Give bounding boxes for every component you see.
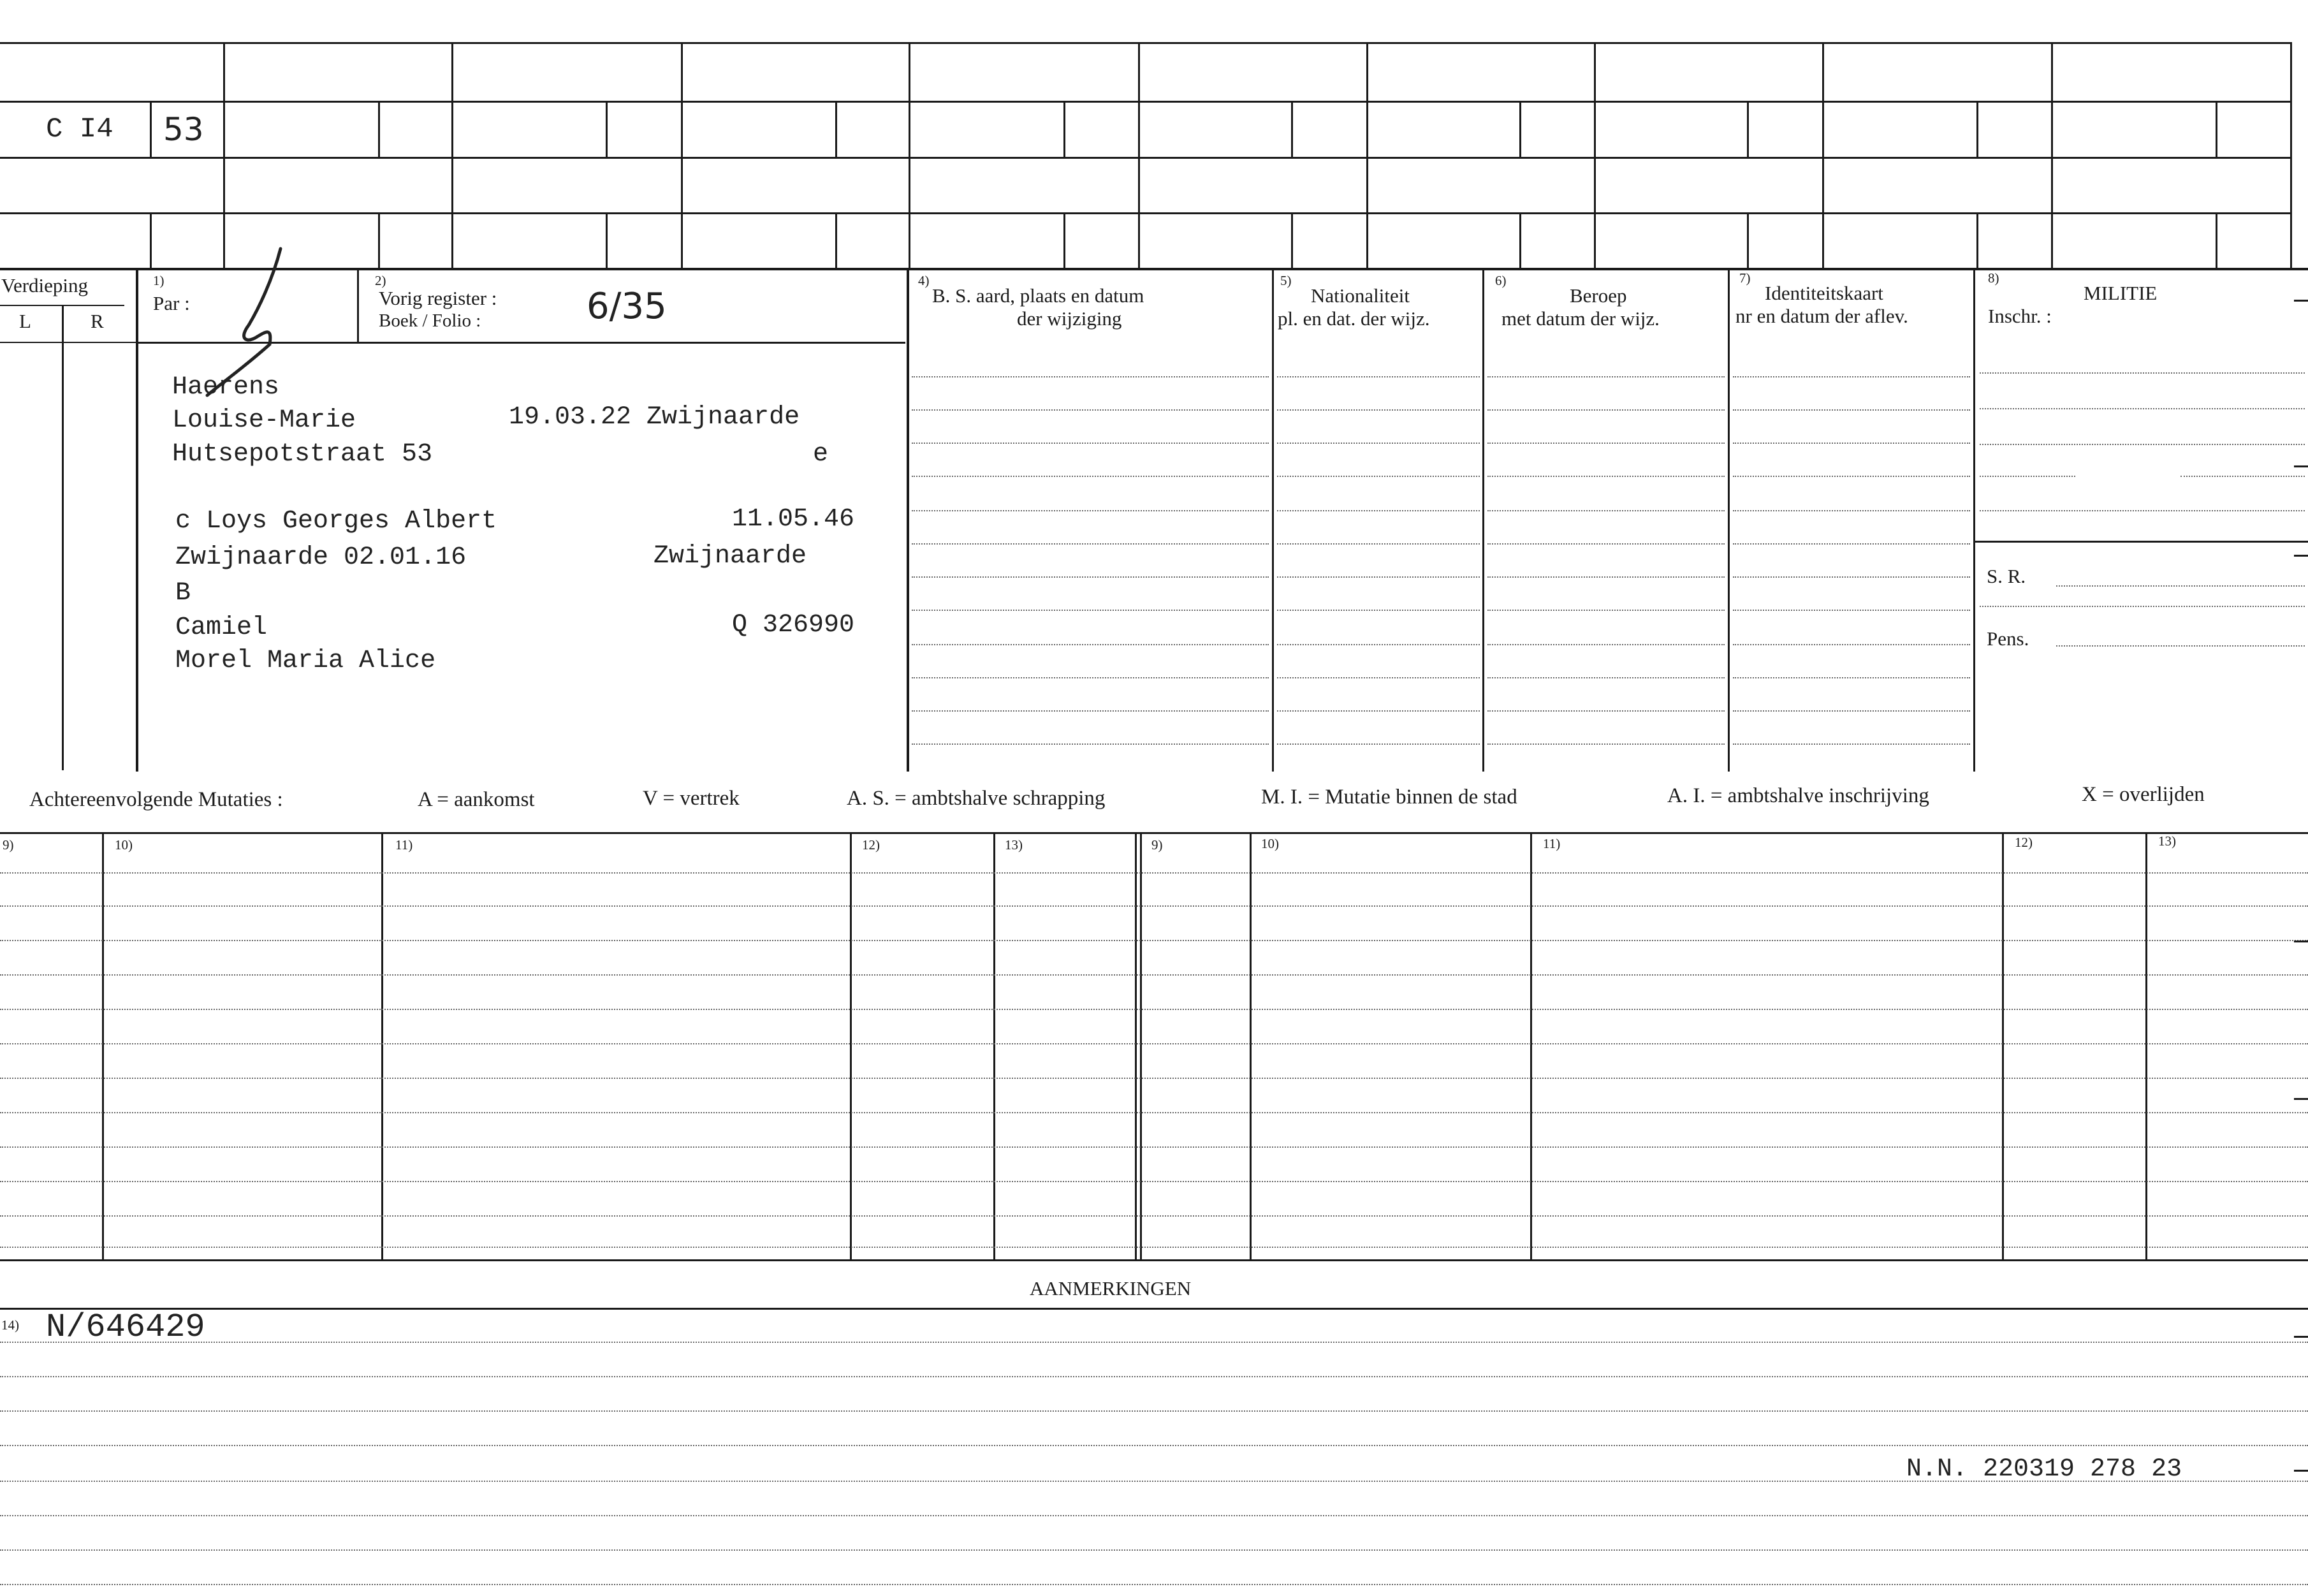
- mother-name: Morel Maria Alice: [175, 647, 436, 675]
- remarks-title: AANMERKINGEN: [1030, 1277, 1192, 1299]
- legend-overlijden: X = overlijden: [2082, 783, 2205, 806]
- mutations-title: Achtereenvolgende Mutaties :: [29, 788, 283, 811]
- inschr-label: Inschr. :: [1988, 305, 2052, 327]
- mut-col-11-left: 11): [395, 837, 413, 853]
- beroep-label-2: met datum der wijz.: [1501, 307, 1660, 330]
- mut-col-12-right: 12): [2015, 835, 2033, 850]
- col1-number: 1): [153, 273, 164, 288]
- id-number: Q 326990: [732, 611, 855, 640]
- spouse: c Loys Georges Albert: [175, 507, 497, 536]
- col6-number: 6): [1495, 273, 1507, 288]
- bs-label-2: der wijziging: [1017, 307, 1122, 330]
- par-label: Par :: [153, 292, 190, 314]
- nn-number: N.N. 220319 278 23: [1906, 1455, 2182, 1484]
- bs-label-1: B. S. aard, plaats en datum: [932, 284, 1144, 307]
- pens-label: Pens.: [1987, 627, 2029, 650]
- folio-value: 6/35: [587, 286, 667, 327]
- legend-ambtshalve-inschrijving: A. I. = ambtshalve inschrijving: [1667, 784, 1929, 807]
- mut-col-9-left: 9): [3, 837, 14, 853]
- boek-folio-label: Boek / Folio :: [379, 311, 481, 331]
- identiteitskaart-label-1: Identiteitskaart: [1765, 282, 1883, 304]
- r-label: R: [91, 310, 104, 332]
- marriage-date: 11.05.46: [732, 505, 855, 534]
- legend-mutatie-binnen-de-stad: M. I. = Mutatie binnen de stad: [1261, 786, 1517, 809]
- col2-number: 2): [375, 273, 386, 288]
- card-code: C I4: [46, 113, 113, 145]
- card-number: 53: [163, 111, 204, 148]
- legend-ambtshalve-schrapping: A. S. = ambtshalve schrapping: [847, 787, 1106, 810]
- nationaliteit-label-2: pl. en dat. der wijz.: [1278, 307, 1430, 330]
- surname: Haerens: [172, 373, 280, 402]
- first-name: Louise-Marie: [172, 406, 356, 435]
- beroep-label-1: Beroep: [1570, 284, 1627, 307]
- address-note: e: [813, 440, 829, 469]
- spouse-birth: Zwijnaarde 02.01.16: [175, 543, 467, 572]
- militie-label: MILITIE: [2084, 282, 2158, 304]
- mut-col-10-left: 10): [115, 837, 133, 853]
- col7-number: 7): [1739, 270, 1751, 286]
- col5-number: 5): [1280, 273, 1292, 288]
- father-name: Camiel: [175, 613, 268, 642]
- b-mark: B: [175, 579, 191, 608]
- marriage-place: Zwijnaarde: [654, 542, 807, 571]
- address: Hutsepotstraat 53: [172, 440, 433, 469]
- sr-label: S. R.: [1987, 565, 2026, 587]
- verdieping-label: Verdieping: [1, 274, 89, 297]
- col4-number: 4): [918, 273, 930, 288]
- vorig-register-label: Vorig register :: [379, 287, 497, 309]
- mut-col-12-left: 12): [862, 837, 880, 853]
- mut-col-13-left: 13): [1005, 837, 1023, 853]
- mut-col-9-right: 9): [1151, 837, 1163, 853]
- l-label: L: [19, 310, 31, 332]
- legend-aankomst: A = aankomst: [418, 788, 535, 811]
- mut-col-10-right: 10): [1261, 836, 1279, 851]
- mut-col-11-right: 11): [1543, 836, 1561, 851]
- mut-col-13-right: 13): [2158, 833, 2176, 849]
- col8-number: 8): [1988, 270, 1999, 286]
- birth-date-place: 19.03.22 Zwijnaarde: [509, 403, 800, 432]
- remarks-number: 14): [1, 1317, 19, 1333]
- nationaliteit-label-1: Nationaliteit: [1311, 284, 1410, 307]
- identiteitskaart-label-2: nr en datum der aflev.: [1735, 305, 1908, 327]
- remarks-code: N/646429: [46, 1308, 205, 1346]
- legend-vertrek: V = vertrek: [643, 787, 740, 810]
